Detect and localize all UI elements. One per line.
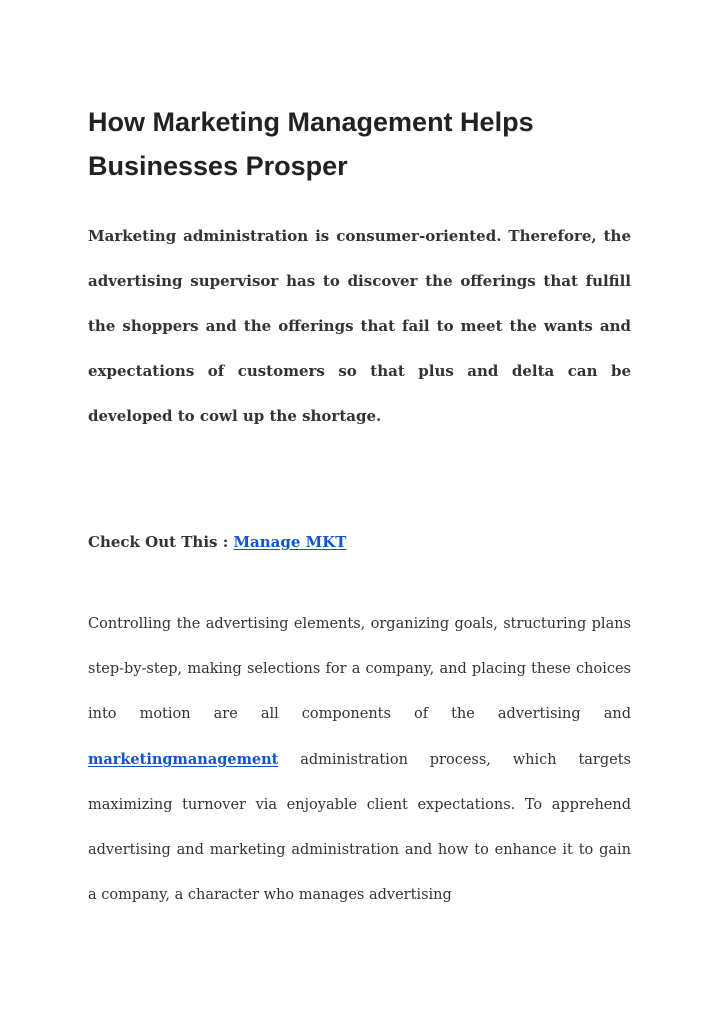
check-out-line <box>88 520 631 565</box>
document-title: How Marketing Management Helps Businesses Prosper <box>88 107 534 181</box>
manage-mkt-link[interactable]: Manage MKT <box>233 533 347 551</box>
body-paragraph <box>88 602 631 918</box>
body-paragraph-text-after: administration process, which targets maximizing turnover via enjoyable client expectations. To apprehend advertising and marketing administration and how to enhance it to gain a company, a character who manages advertising <box>88 752 631 903</box>
check-out-label: Check Out This : <box>88 533 234 551</box>
intro-paragraph: Marketing administration is consumer-oriented. Therefore, the advertising supervisor has to discover the offerings that fulfill the shoppers and the offerings that fail to meet the wants and expectations of customers so that plus and delta can be developed to cowl up the shortage. <box>88 227 631 425</box>
body-paragraph-text-before: Controlling the advertising elements, organizing goals, structuring plans step-by-step, making selections for a company, and placing these choices into motion are all components of the advertising and <box>88 616 631 722</box>
marketing-management-link[interactable]: marketingmanagement <box>88 751 279 768</box>
